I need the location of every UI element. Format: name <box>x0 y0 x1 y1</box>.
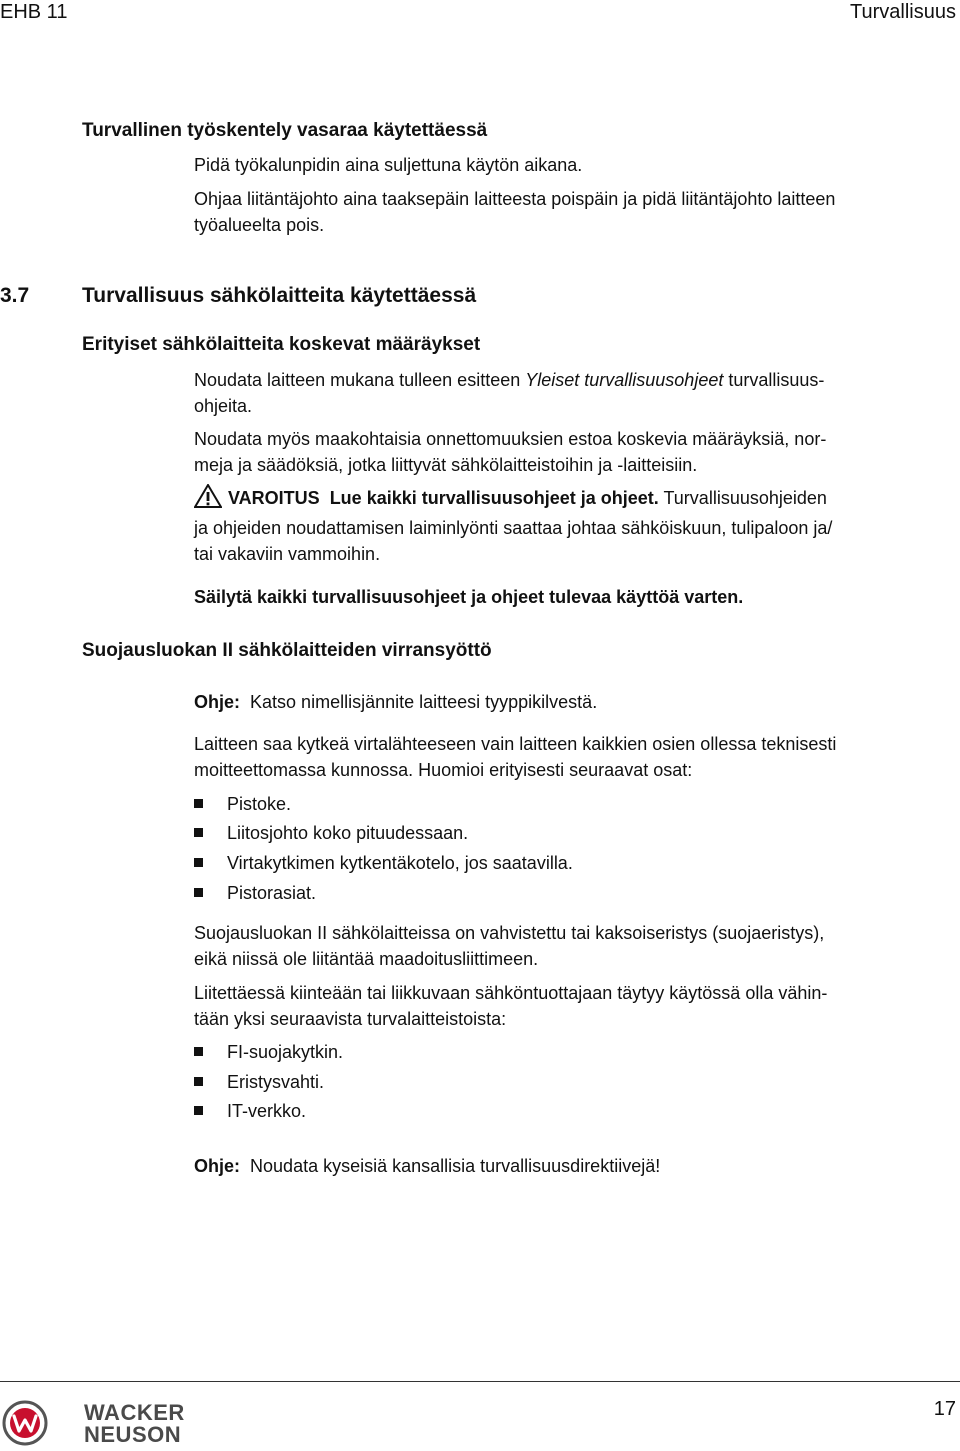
header-section: Turvallisuus <box>850 1 956 23</box>
list-item: FI-suojakytkin. <box>194 1039 343 1065</box>
section-number: 3.7 <box>0 284 30 307</box>
class2-p2: Suojausluokan II sähkölaitteissa on vahvistettu tai kaksoiseristys (suojaeristys), eikä niissä ole liitäntää maadoitusliittimeen. <box>194 923 825 969</box>
bullet-square-icon <box>194 1106 203 1115</box>
note-1: Ohje: Katso nimellisjännite laitteesi tyyppikilvestä. <box>194 692 598 712</box>
wacker-neuson-logo-icon <box>2 1400 48 1451</box>
list-item: Virtakytkimen kytkentäkotelo, jos saatavilla. <box>194 850 573 876</box>
bullet-square-icon <box>194 799 203 808</box>
list-item: Pistoke. <box>194 791 291 817</box>
special-heading: Erityiset sähkölaitteita koskevat määräykset <box>82 334 481 355</box>
bullet-square-icon <box>194 858 203 867</box>
list-item: Pistorasiat. <box>194 880 316 906</box>
warning-label: VAROITUS <box>228 488 320 508</box>
class2-p1: Laitteen saa kytkeä virtalähteeseen vain laitteen kaikkien osien ollessa teknisesti moitteettomassa kunnossa. Huomioi erityisesti seuraavat osat: <box>194 734 837 780</box>
class2-p3: Liitettäessä kiinteään tai liikkuvaan sähköntuottajaan täytyy käytössä olla vähin- tään yksi seuraavista turvalaitteistoista: <box>194 983 828 1029</box>
bullet-square-icon <box>194 1047 203 1056</box>
section-title: Turvallisuus sähkölaitteita käytettäessä <box>82 284 477 307</box>
bullet-square-icon <box>194 828 203 837</box>
class2-heading: Suojausluokan II sähkölaitteiden virransyöttö <box>82 640 492 661</box>
header-doc-id: EHB 11 <box>0 1 68 23</box>
list-item: Liitosjohto koko pituudessaan. <box>194 820 468 846</box>
warning-block: VAROITUS Lue kaikki turvallisuusohjeet ja ohjeet. Turvallisuusohjeiden ja ohjeiden noudattamisen laiminlyönti saattaa johtaa sähköiskuun, tulipaloon ja/ tai vakaviin vammoihin. <box>194 484 954 567</box>
bullet-square-icon <box>194 888 203 897</box>
note-2: Ohje: Noudata kyseisiä kansallisia turvallisuusdirektiivejä! <box>194 1156 661 1176</box>
hammer-p1: Pidä työkalunpidin aina suljettuna käytön aikana. <box>194 155 583 175</box>
bullet-square-icon <box>194 1077 203 1086</box>
special-p2: Noudata myös maakohtaisia onnettomuuksien estoa koskevia määräyksiä, nor- meja ja säädöksiä, jotka liittyvät sähkölaitteistoihin ja -laitteisiin. <box>194 429 827 475</box>
page-number: 17 <box>933 1398 956 1420</box>
hammer-heading: Turvallinen työskentely vasaraa käytettäessä <box>82 120 488 141</box>
special-p1: Noudata laitteen mukana tulleen esitteen Yleiset turvallisuusohjeet turvallisuus- ohjeita. <box>194 370 825 416</box>
warning-triangle-icon <box>194 484 222 515</box>
list-item: Eristysvahti. <box>194 1069 324 1095</box>
hammer-p2: Ohjaa liitäntäjohto aina taaksepäin laitteesta poispäin ja pidä liitäntäjohto laitteen työalueelta pois. <box>194 189 836 235</box>
footer-divider <box>0 1381 960 1382</box>
list-item: IT-verkko. <box>194 1098 306 1124</box>
keep-instructions: Säilytä kaikki turvallisuusohjeet ja ohjeet tulevaa käyttöä varten. <box>194 587 744 607</box>
brand-wordmark: WACKER NEUSON <box>84 1400 185 1447</box>
